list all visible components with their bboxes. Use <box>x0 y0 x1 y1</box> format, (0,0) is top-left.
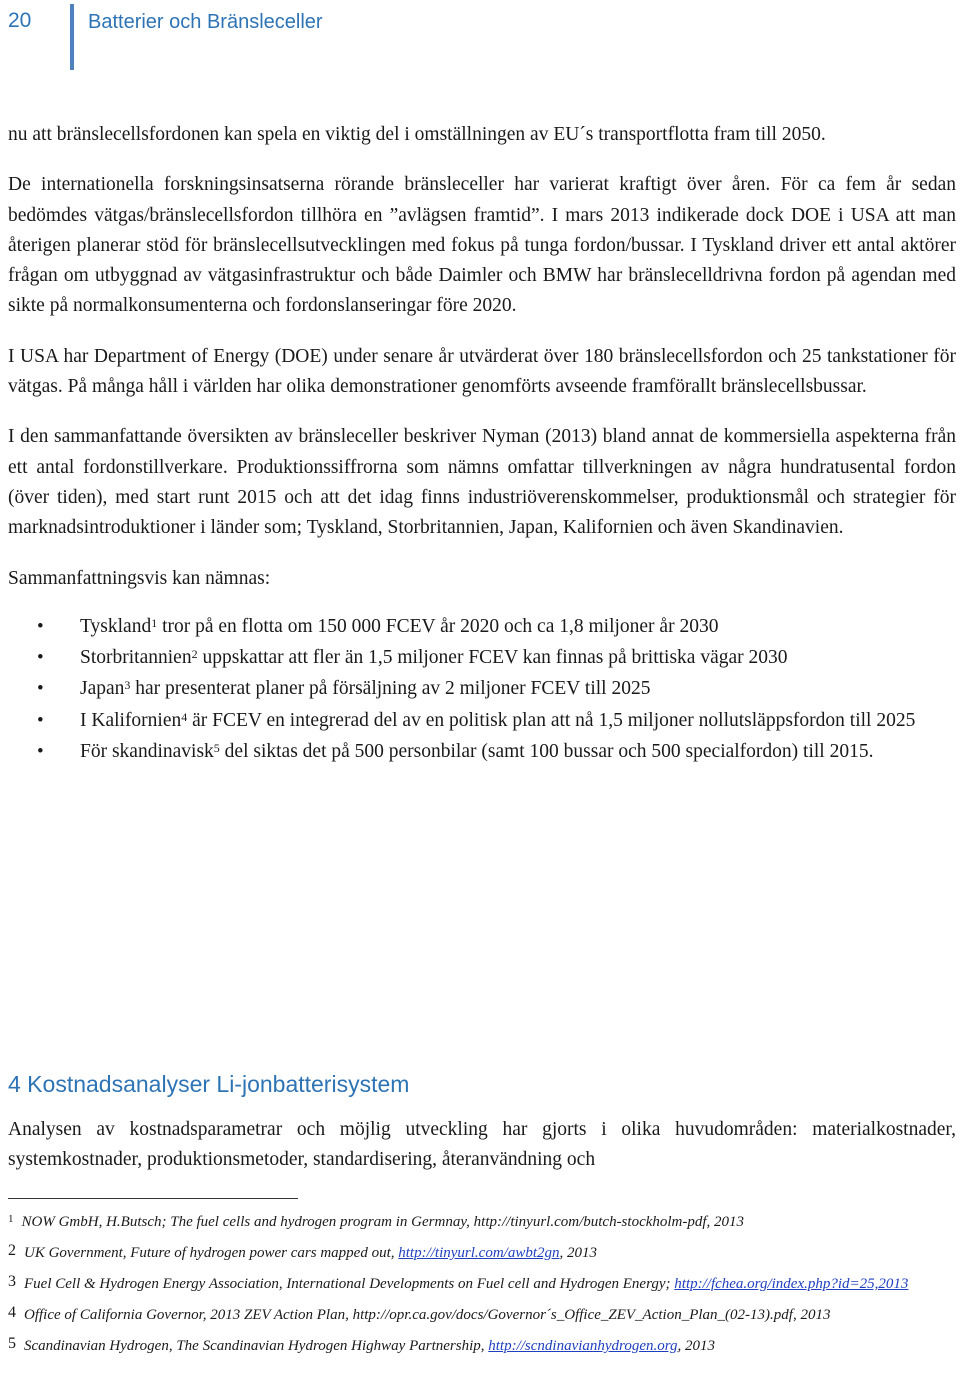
summary-list <box>8 612 956 767</box>
footnote-divider <box>8 1198 298 1199</box>
paragraph-1: nu att bränslecellsfordonen kan spela en viktig del i omställningen av EU´s transportflotta fram till 2050. <box>8 124 826 145</box>
header-divider <box>70 4 74 70</box>
section-body <box>8 1115 956 1176</box>
list-item: • Storbritannien$^2$ uppskattar att fler än 1,5 miljoner FCEV kan finnas på brittiska vägar 2030 <box>8 643 956 673</box>
footnote-ref[interactable]: 2 <box>191 647 198 662</box>
bullet-icon: • <box>37 647 44 669</box>
paragraph-2: De internationella forskningsinsatserna rörande bränsleceller har varierat kraftigt över åren. För ca fem år sedan bedömdes vätgas/bränslecellsfordon tillhöra en ”avlägsen framtid”. I mars 2013 indikerade dock DOE i USA att man återigen planerar stöd för bränslecellsutvecklingen med fokus på tunga fordon/bussar. I Tyskland driver ett antal aktörer frågan om utbyggnad av vätgasinfrastruktur och både Daimler och BMW har bränslecelldrivna fordon på agendan med sikte på normalkonsumenterna och fordonslanseringar före 2020. <box>8 174 956 317</box>
list-item: • Japan$^3$ har presenterat planer på försäljning av 2 miljoner FCEV till 2025 <box>8 674 956 704</box>
paragraph-3: I USA har Department of Energy (DOE) under senare år utvärderat över 180 bränslecellsfordon och 25 tankstationer för vätgas. På många håll i världen har olika demonstrationer genomförts avseende framförallt bränslecellsbussar. <box>8 345 956 398</box>
footnote-ref[interactable]: 3 <box>124 678 131 693</box>
running-title: Batterier och Bränsleceller <box>88 11 323 33</box>
paragraph-4: I den sammanfattande översikten av bränsleceller beskriver Nyman (2013) bland annat de kommersiella aspekterna från ett antal fordonstillverkare. Produktionssiffrorna som nämns omfattar tillverkningen av några hundratusental fordon (över tiden), med start runt 2015 och att det idag finns industriöverenskommelser, produktionsmål och strategier för marknadsintroduktioner i länder som; Tyskland, Storbritannien, Japan, Kalifornien och även Skandinavien. <box>8 426 956 539</box>
footnote-ref[interactable]: 5 <box>213 741 220 756</box>
body-text <box>8 120 956 768</box>
footnote-link[interactable]: http://tinyurl.com/awbt2gn <box>398 1245 560 1261</box>
list-item: • I Kalifornien$^4$ är FCEV en integrerad del av en politisk plan att nå 1,5 miljoner nollutsläppsfordon till 2025 <box>8 706 956 736</box>
footnote-ref[interactable]: 1 <box>151 615 158 630</box>
bullet-icon: • <box>37 678 44 700</box>
footnote-3: 3 Fuel Cell & Hydrogen Energy Association, International Developments on Fuel cell and Hydrogen Energy; http://fchea.org/index.php?id=25,2013 <box>8 1273 909 1292</box>
section-paragraph: Analysen av kostnadsparametrar och möjlig utveckling har gjorts i olika huvudområden: materialkostnader, systemkostnader, produktionsmetoder, standardisering, återanvändning och <box>8 1119 956 1171</box>
bullet-icon: • <box>37 615 44 637</box>
list-item: • För skandinavisk$^5$ del siktas det på 500 personbilar (samt 100 bussar och 500 specialfordon) till 2015. <box>8 737 956 767</box>
footnote-4: 4 Office of California Governor, 2013 ZEV Action Plan, http://opr.ca.gov/docs/Governor´s_Office_ZEV_Action_Plan_(02-13).pdf, 2013 <box>8 1304 831 1323</box>
footnote-link[interactable]: http://fchea.org/index.php?id=25,2013 <box>674 1276 909 1292</box>
bullet-icon: • <box>37 741 44 763</box>
page-number: 20 <box>8 9 32 32</box>
footnote-2: 2 UK Government, Future of hydrogen power cars mapped out, http://tinyurl.com/awbt2gn, 2013 <box>8 1242 598 1261</box>
footnotes <box>8 1208 956 1363</box>
footnote-1: $^1$ NOW GmbH, H.Butsch; The fuel cells and hydrogen program in Germnay, http://tinyurl.com/butch-stockholm-pdf, 2013 <box>8 1213 745 1230</box>
list-item: • Tyskland$^1$ tror på en flotta om 150 000 FCEV år 2020 och ca 1,8 miljoner år 2030 <box>8 612 956 642</box>
footnote-link[interactable]: http://scndinavianhydrogen.org <box>488 1338 678 1354</box>
page-header <box>0 0 960 70</box>
section-heading: 4 Kostnadsanalyser Li-jonbatterisystem <box>8 1071 410 1098</box>
bullet-icon: • <box>37 709 44 731</box>
footnote-ref[interactable]: 4 <box>181 709 188 724</box>
paragraph-5: Sammanfattningsvis kan nämnas: <box>8 567 271 589</box>
footnote-5: 5 Scandinavian Hydrogen, The Scandinavian Hydrogen Highway Partnership, http://scndinavianhydrogen.org, 2013 <box>8 1335 716 1354</box>
